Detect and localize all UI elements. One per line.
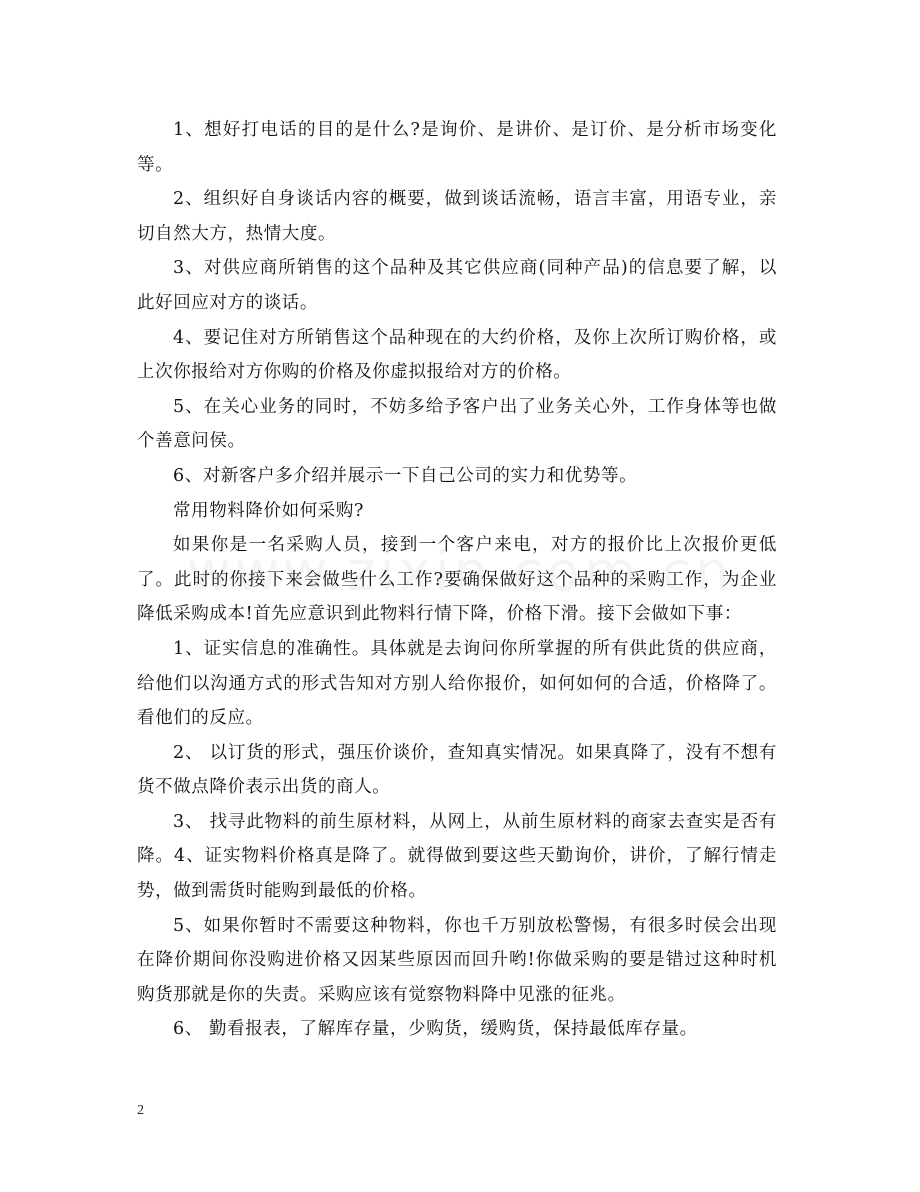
paragraph: 3、对供应商所销售的这个品种及其它供应商(同种产品)的信息要了解，以此好回应对方的谈话。 bbox=[137, 258, 777, 313]
paragraph: 2、 以订货的形式，强压价谈价，查知真实情况。如果真降了，没有不想有货不做点降价表示出货的商人。 bbox=[137, 742, 777, 798]
paragraph: 1、想好打电话的目的是什么?是询价、是讲价、是订价、是分析市场变化等。 bbox=[137, 120, 777, 175]
paragraph: 5、如果你暂时不需要这种物料，你也千万别放松警惕，有很多时侯会出现在降价期间你没购进价格又因某些原因而回升哟!你做采购的要是错过这种时机购货那就是你的失责。采购应该有觉察物料降中见涨的征兆。 bbox=[137, 915, 777, 1005]
paragraph: 5、在关心业务的同时，不妨多给予客户出了业务关心外，工作身体等也做个善意问侯。 bbox=[137, 396, 777, 452]
document-body bbox=[137, 113, 777, 1047]
paragraph: 2、组织好自身谈话内容的概要，做到谈话流畅，语言丰富，用语专业，亲切自然大方，热情大度。 bbox=[137, 189, 777, 244]
paragraph: 4、要记住对方所销售这个品种现在的大约价格，及你上次所订购价格，或上次你报给对方你购的价格及你虚拟报给对方的价格。 bbox=[137, 327, 777, 383]
paragraph: 6、对新客户多介绍并展示一下自己公司的实力和优势等。 bbox=[173, 465, 638, 486]
paragraph: 1、证实信息的准确性。具体就是去询问你所掌握的所有供此货的供应商，给他们以沟通方式的形式告知对方别人给你报价，如何如何的合适，价格降了。看他们的反应。 bbox=[137, 638, 777, 729]
paragraph: 6、 勤看报表，了解库存量，少购货，缓购货，保持最低库存量。 bbox=[173, 1019, 698, 1040]
paragraph: 如果你是一名采购人员，接到一个客户来电，对方的报价比上次报价更低了。此时的你接下来会做些什么工作?要确保做好这个品种的采购工作，为企业降低采购成本!首先应意识到此物料行情下降，价格下滑。接下会做如下事： bbox=[137, 535, 777, 625]
section-heading: 常用物料降价如何采购? bbox=[173, 500, 364, 521]
page-number: 2 bbox=[137, 1103, 144, 1118]
paragraph: 3、 找寻此物料的前生原材料，从网上，从前生原材料的商家去查实是否有降。4、证实物料价格真是降了。就得做到要这些天勤询价，讲价，了解行情走势，做到需货时能购到最低的价格。 bbox=[137, 811, 777, 902]
